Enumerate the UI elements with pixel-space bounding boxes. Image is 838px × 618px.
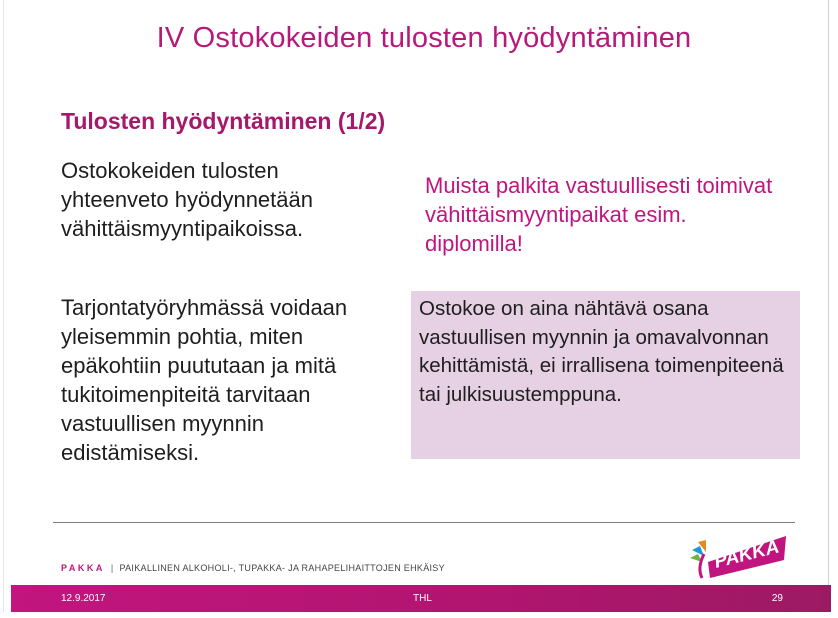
footer-tagline: PAIKALLINEN ALKOHOLI-, TUPAKKA- JA RAHAPELIHAITTOJEN EHKÄISY [119, 563, 445, 573]
slide-subtitle: Tulosten hyödyntäminen (1/2) [61, 108, 386, 134]
footer-separator: | [110, 563, 114, 573]
pakka-logo-icon [686, 528, 792, 584]
highlight-box [411, 291, 800, 459]
slide-title: IV Ostokokeiden tulosten hyödyntäminen [156, 22, 692, 54]
left-paragraph-working-group: Tarjontatyöryhmässä voidaan yleisemmin pohtia, miten epäkohtiin puututaan ja mitä tukitoimenpiteitä tarvitaan vastuullisen myynnin edistämiseksi. [61, 295, 348, 465]
footer-date: 12.9.2017 [61, 593, 106, 604]
logo-wordmark: PAKKA [712, 536, 782, 573]
footer-brand-name: PAKKA [61, 563, 105, 573]
footer-organization: THL [413, 593, 432, 604]
footer-brand-line [61, 563, 445, 573]
footer-bar [11, 585, 831, 612]
left-paragraph-summary: Ostokokeiden tulosten yhteenveto hyödynnetään vähittäismyyntipaikoissa. [61, 158, 313, 241]
highlight-reminder: Muista palkita vastuullisesti toimivat vähittäismyyntipaikat esim. diplomilla! [425, 173, 773, 256]
highlight-box-text: Ostokoe on aina nähtävä osana vastuullisen myynnin ja omavalvonnan kehittämistä, ei irrallisena toimenpiteenä tai julkisuustemppuna. [419, 297, 784, 406]
footer-page-number: 29 [771, 593, 783, 604]
footer-divider [53, 522, 795, 523]
